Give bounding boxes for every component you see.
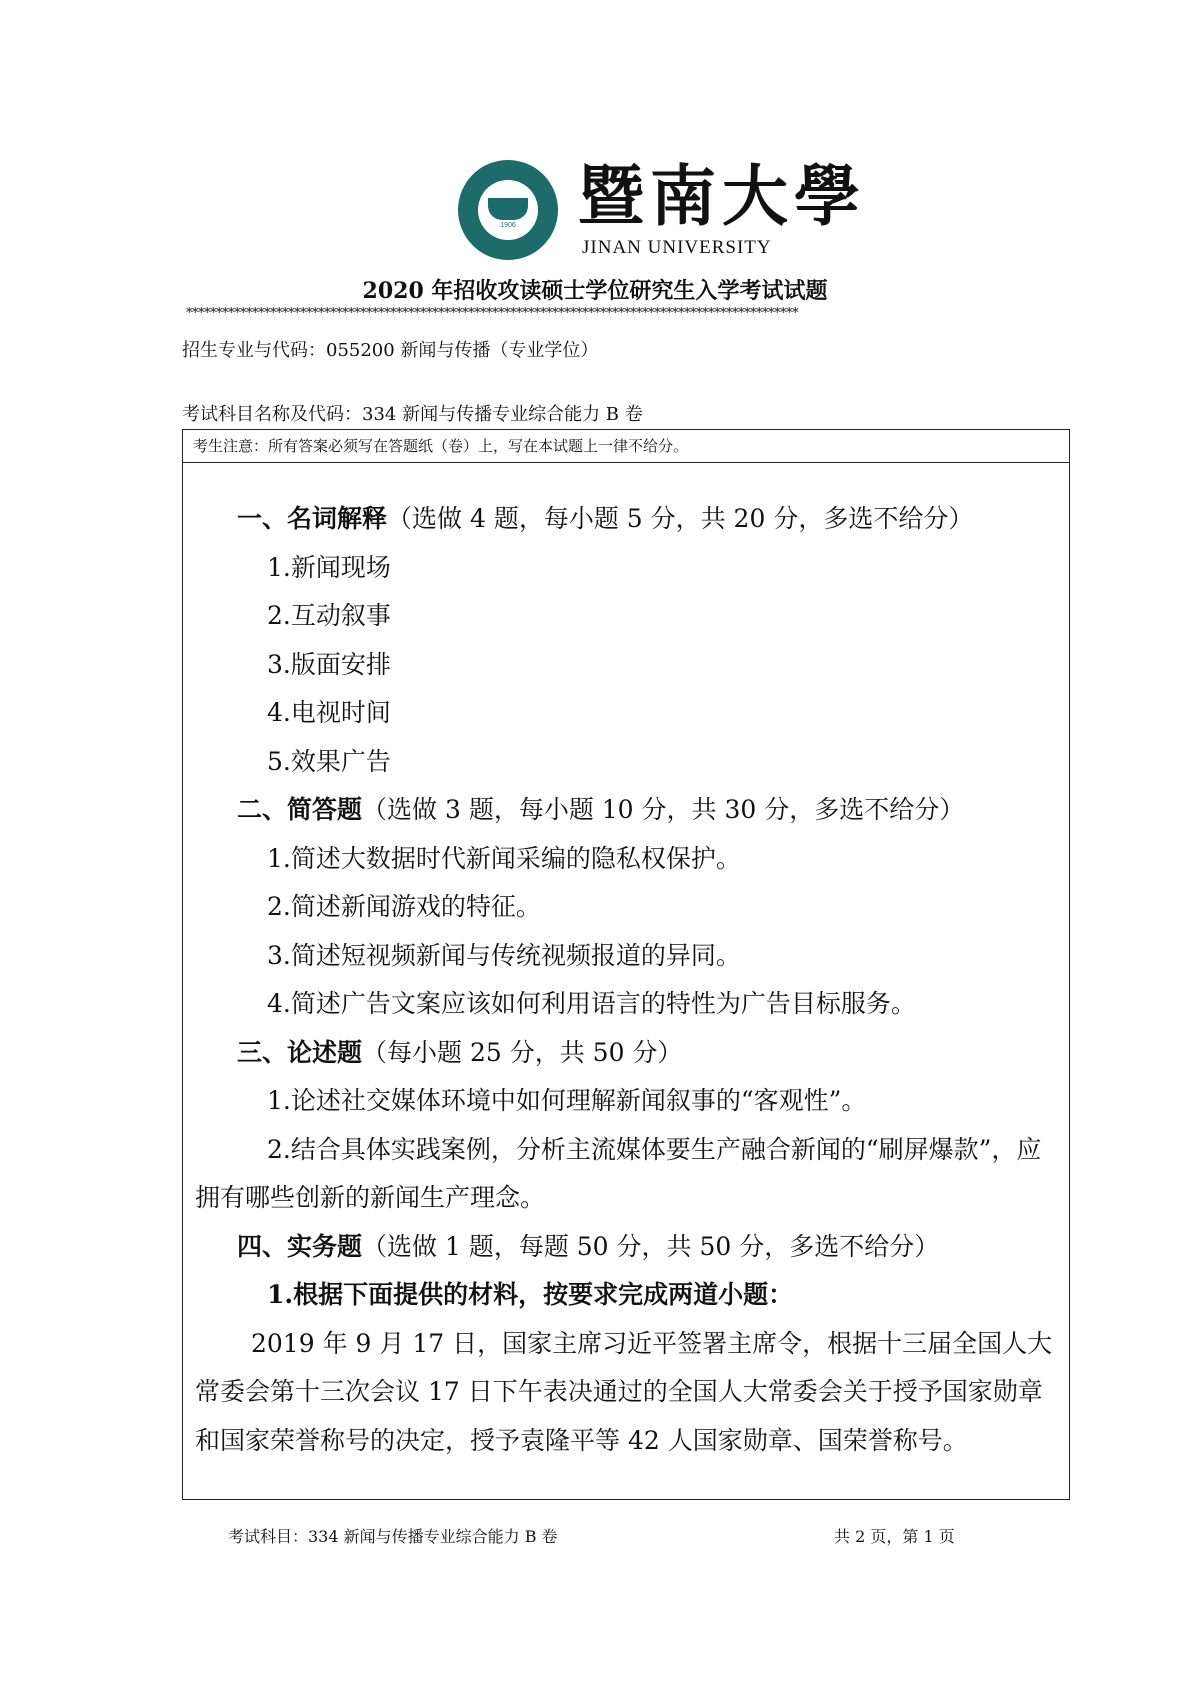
exam-title: 2020 年招收攻读硕士学位研究生入学考试试题 xyxy=(362,278,828,304)
university-name-en: JINAN UNIVERSITY xyxy=(582,237,772,258)
question-item: 3.版面安排 xyxy=(267,649,391,679)
question-item: 3.简述短视频新闻与传统视频报道的异同。 xyxy=(267,940,741,970)
footer-page: 共 2 页，第 1 页 xyxy=(834,1527,955,1546)
candidate-notice: 考生注意：所有答案必须写在答题纸（卷）上，写在本试题上一律不给分。 xyxy=(183,430,1069,463)
question-item: 2.简述新闻游戏的特征。 xyxy=(267,892,541,921)
question-box xyxy=(182,429,1070,1500)
question-item: 2.互动叙事 xyxy=(267,601,391,630)
subject-code: 考试科目名称及代码：334 新闻与传播专业综合能力 B 卷 xyxy=(182,404,643,425)
question-item: 1.论述社交媒体环境中如何理解新闻叙事的“客观性”。 xyxy=(267,1086,867,1115)
university-seal-logo: 1906 xyxy=(458,160,558,260)
major-code: 招生专业与代码：055200 新闻与传播（专业学位） xyxy=(182,340,599,361)
footer-subject: 考试科目：334 新闻与传播专业综合能力 B 卷 xyxy=(228,1527,558,1546)
question-item: 2.结合具体实践案例，分析主流媒体要生产融合新闻的“刷屏爆款”，应拥有哪些创新的新闻生产理念。 xyxy=(195,1134,1042,1212)
question-item: 4.电视时间 xyxy=(267,698,391,727)
university-name-cn: 暨南大學 xyxy=(578,157,866,235)
question-item: 1.新闻现场 xyxy=(267,552,391,582)
section-heading: 三、论述题（每小题 25 分，共 50 分） xyxy=(237,1037,683,1067)
section-heading: 二、简答题（选做 3 题，每小题 10 分，共 30 分，多选不给分） xyxy=(237,795,965,824)
practice-question: 1.根据下面提供的材料，按要求完成两道小题： xyxy=(267,1280,794,1309)
section-heading: 四、实务题（选做 1 题，每题 50 分，共 50 分，多选不给分） xyxy=(237,1231,940,1261)
material-text: 2019 年 9 月 17 日，国家主席习近平签署主席令，根据十三届全国人大常委会第十三次会议 17 日下午表决通过的全国人大常委会关于授予国家勋章和国家荣誉称号的决定，授予袁隆平等 42 人国家勋章、国荣誉称号。 xyxy=(195,1328,1053,1455)
section-heading: 一、名词解释（选做 4 题，每小题 5 分，共 20 分，多选不给分） xyxy=(237,504,974,533)
star-divider: ****************************************************************************************************** xyxy=(186,306,798,321)
question-item: 5.效果广告 xyxy=(267,746,391,776)
question-item: 4.简述广告文案应该如何利用语言的特性为广告目标服务。 xyxy=(267,989,916,1018)
question-item: 1.简述大数据时代新闻采编的隐私权保护。 xyxy=(267,843,741,873)
questions xyxy=(183,495,1069,1465)
